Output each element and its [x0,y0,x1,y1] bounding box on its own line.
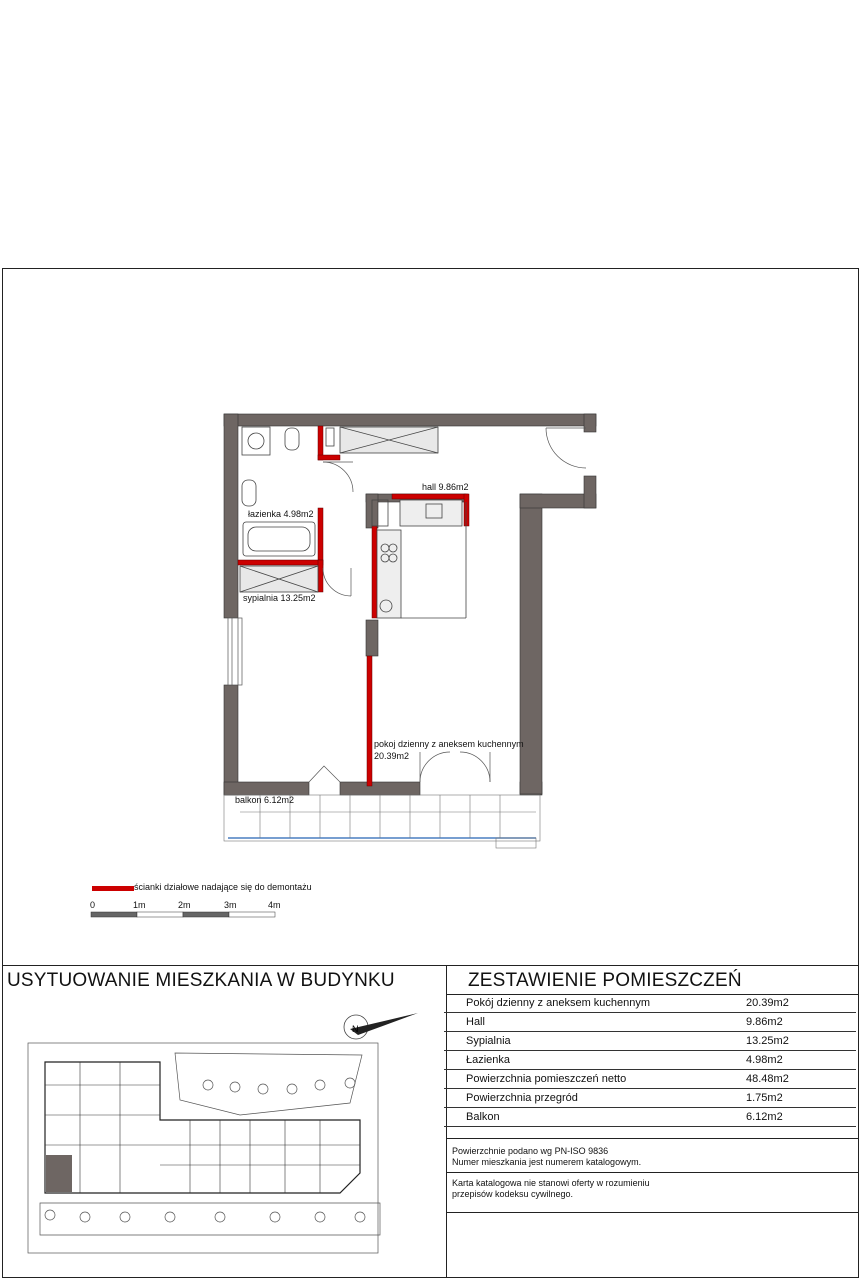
note-standard [452,1146,641,1168]
section-title-location: USYTUOWANIE MIESZKANIA W BUDYNKU [7,970,395,991]
table-row [444,1089,856,1108]
room-name: Pokój dzienny z aneksem kuchennym [466,997,651,1009]
room-area: 20.39m2 [746,997,789,1009]
north-arrow-icon [344,1013,418,1039]
note-offer-line1: Karta katalogowa nie stanowi oferty w rozumieniu [452,1178,650,1188]
notes-divider-2 [446,1172,859,1173]
building-site-plan [20,1005,440,1275]
room-name: Powierzchnia przegród [466,1092,578,1104]
room-name: Powierzchnia pomieszczeń netto [466,1073,627,1085]
table-row [444,1032,856,1051]
room-name: Hall [466,1016,485,1028]
section-title-rooms: ZESTAWIENIE POMIESZCZEŃ [468,970,742,991]
table-row [444,1051,856,1070]
room-area: 6.12m2 [746,1111,783,1123]
room-name: Łazienka [466,1054,511,1066]
divider-horizontal [2,965,859,966]
room-name: Sypialnia [466,1035,511,1047]
scale-label-3m: 3m [224,900,237,910]
note-offer [452,1178,650,1200]
scale-label-2m: 2m [178,900,191,910]
notes-divider-3 [446,1212,859,1213]
table-row [444,994,856,1013]
apartment-location-marker [46,1155,72,1192]
building-outline [45,1062,360,1193]
svg-text:N: N [352,1024,359,1034]
note-offer-line2: przepisów kodeksu cywilnego. [452,1189,574,1199]
table-row [444,1070,856,1089]
scale-label-0: 0 [90,900,96,910]
notes-divider-1 [446,1138,859,1139]
scale-label-1m: 1m [133,900,146,910]
scale-label-4m: 4m [268,900,281,910]
room-label-bedroom: sypialnia 13.25m2 [243,593,316,603]
room-label-balcony: balkon 6.12m2 [235,795,295,805]
room-name: Balkon [466,1111,500,1123]
room-area: 1.75m2 [746,1092,783,1104]
room-area: 9.86m2 [746,1016,783,1028]
room-area: 48.48m2 [746,1073,789,1085]
room-label-bathroom: łazienka 4.98m2 [248,509,314,519]
note-standard-line1: Powierzchnie podano wg PN-ISO 9836 [452,1146,609,1156]
room-label-living-area: 20.39m2 [374,751,410,761]
note-standard-line2: Numer mieszkania jest numerem katalogowym. [452,1157,642,1167]
room-label-hall: hall 9.86m2 [422,482,469,492]
room-area: 13.25m2 [746,1035,789,1047]
room-label-living: pokoj dzienny z aneksem kuchennym [374,739,524,749]
legend-text: ścianki działowe nadające się do demontażu [134,882,312,892]
table-row [444,1108,856,1127]
room-area: 4.98m2 [746,1054,783,1066]
table-row [444,1013,856,1032]
